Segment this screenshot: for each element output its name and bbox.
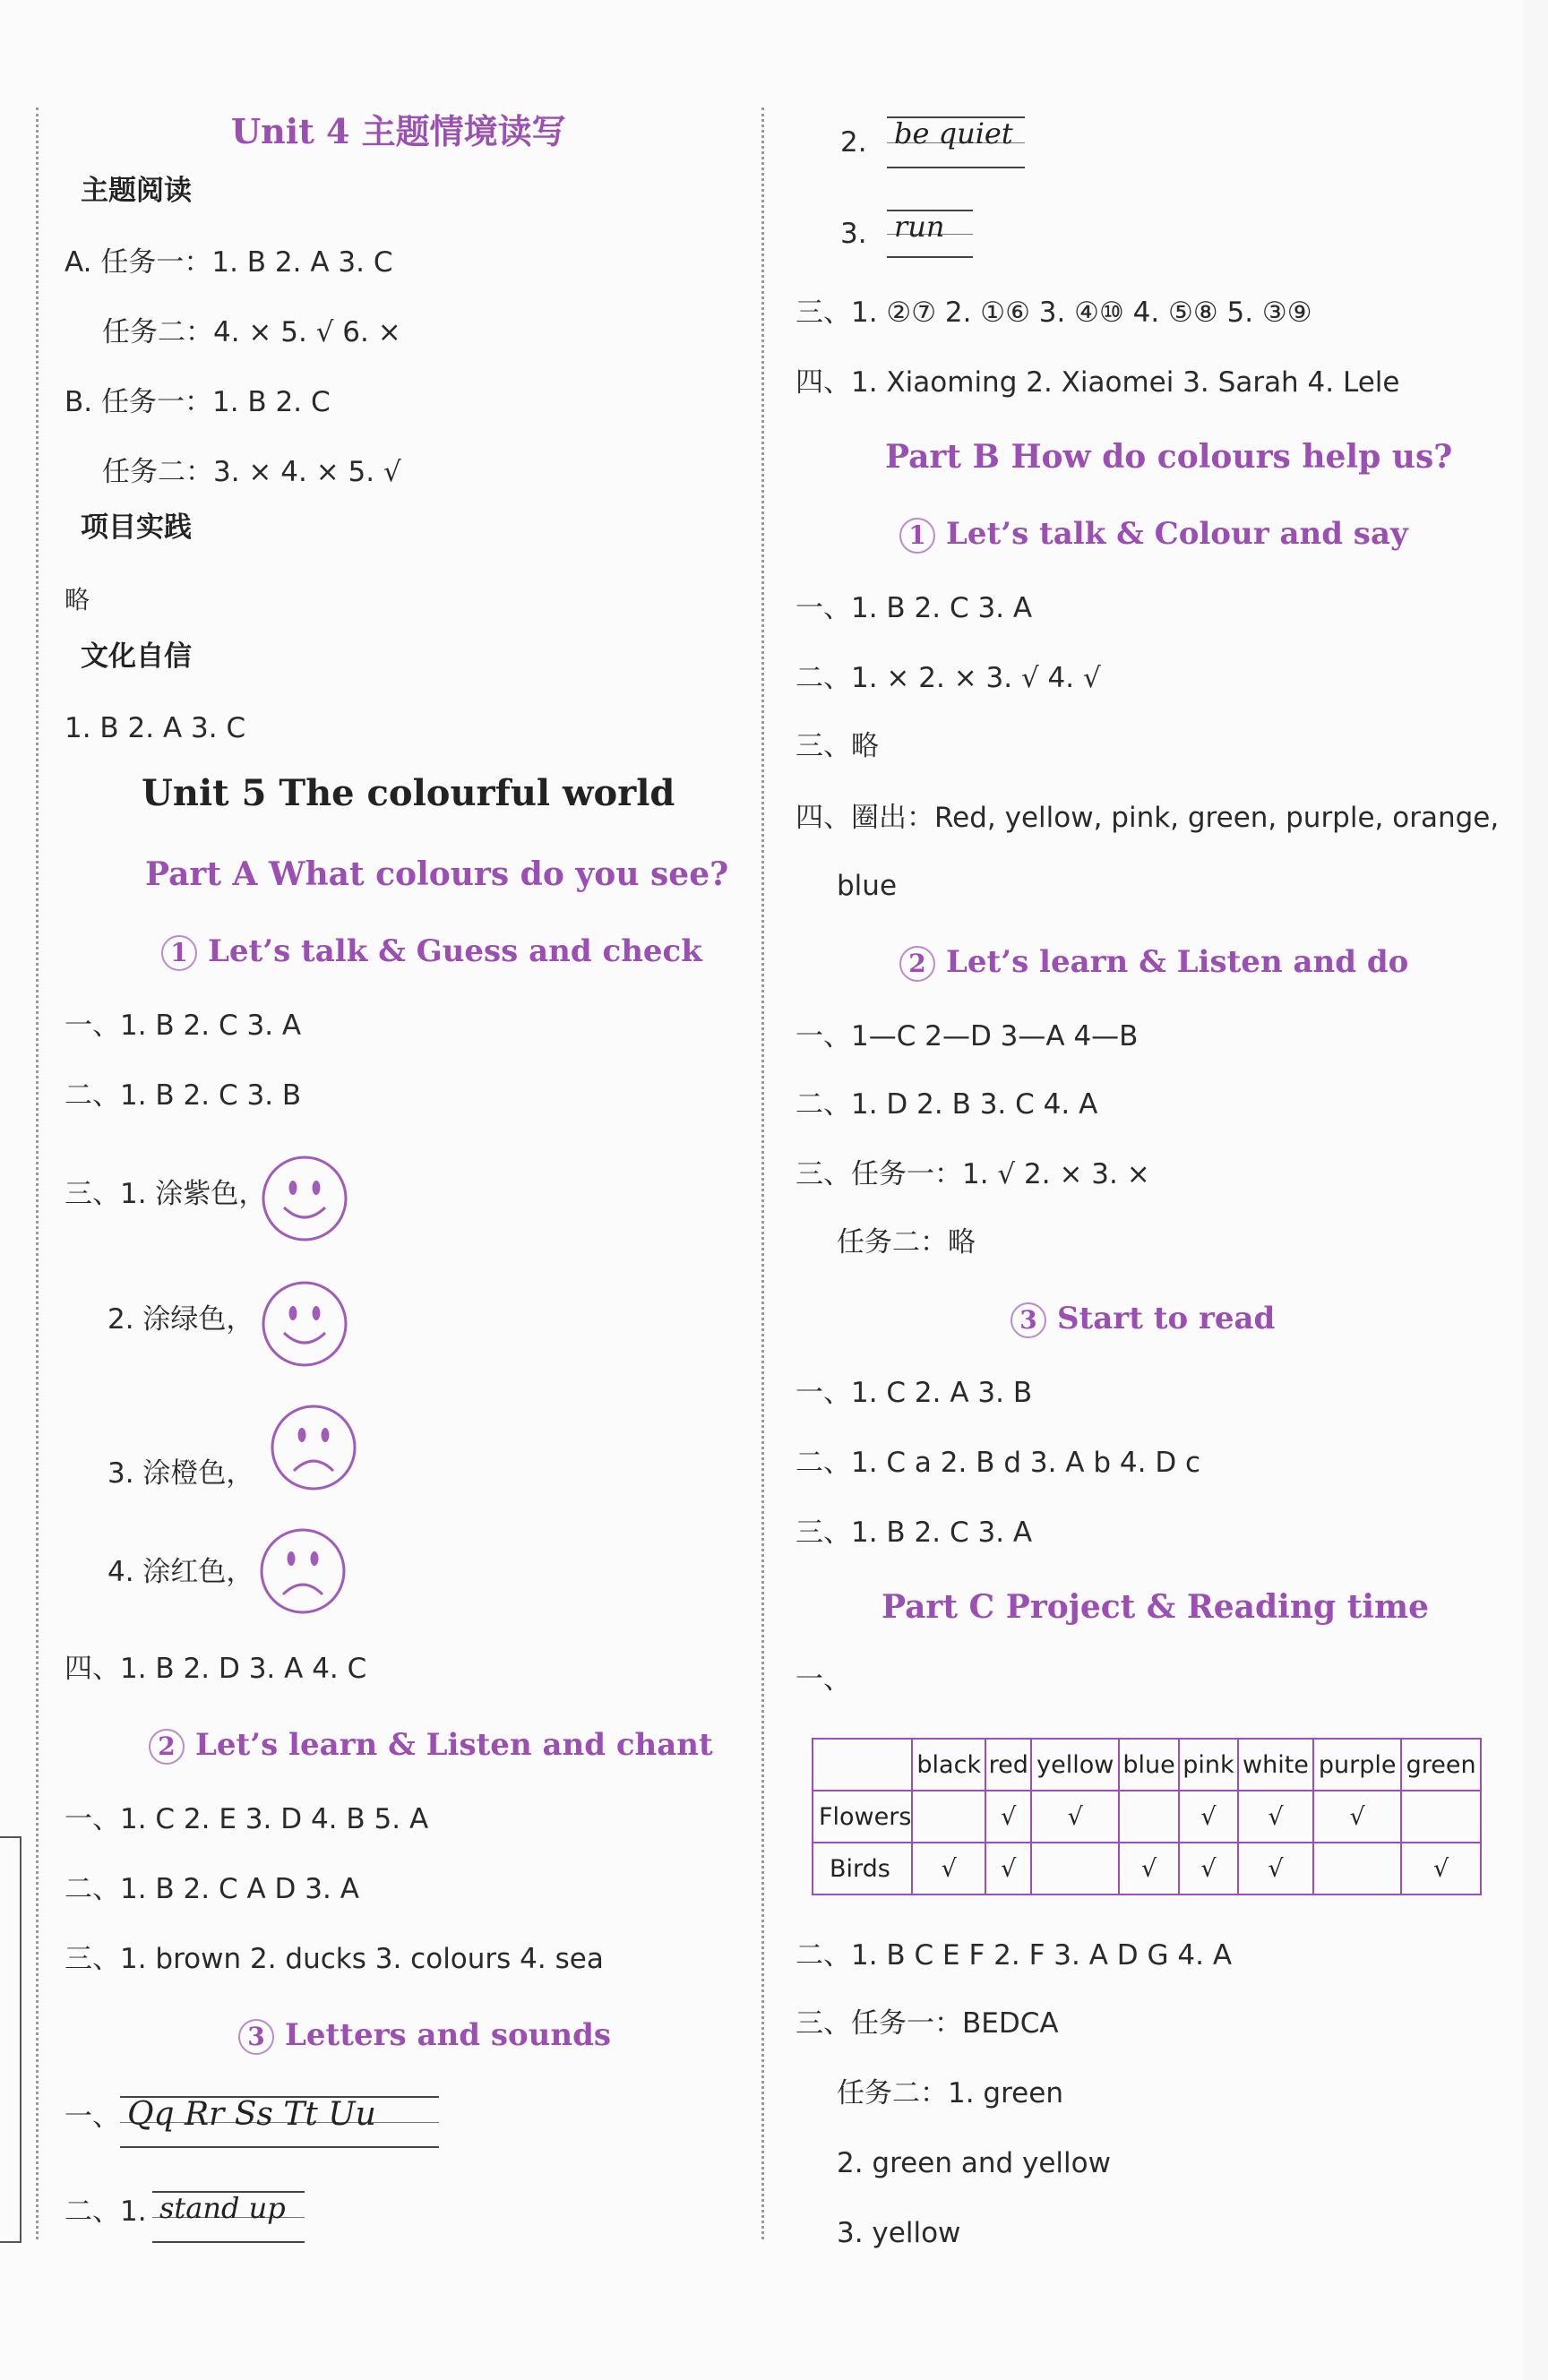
table-header-cell: black [912, 1739, 985, 1791]
unit5-title: Unit 5 The colourful world [142, 772, 675, 814]
table-header-cell: yellow [1031, 1739, 1119, 1791]
table-cell [813, 1739, 912, 1791]
table-header-cell: green [1401, 1739, 1481, 1791]
table-cell: √ [1179, 1791, 1238, 1843]
c-answer-san-4: 3. yellow [837, 2217, 961, 2249]
b3-answer-1: 一、1. C 2. A 3. B [796, 1377, 1033, 1409]
table-header-row [813, 1739, 1481, 1791]
answer-a2: 任务二：4. × 5. √ 6. × [102, 316, 401, 348]
answer-q3-4: 4. 涂红色， [108, 1556, 254, 1588]
table-cell: √ [1179, 1843, 1238, 1895]
handwriting-letters: Qq Rr Ss Tt Uu [127, 2096, 376, 2133]
writing-lines-4 [887, 210, 973, 258]
answer-q3-2: 2. 涂绿色， [108, 1303, 254, 1336]
section-title: Let’s talk & Guess and check [208, 933, 702, 969]
b3-answer-3: 三、1. B 2. C 3. A [796, 1516, 1033, 1549]
column-divider [761, 107, 764, 2239]
section-badge: 2 [899, 946, 935, 982]
section-3-heading [238, 2019, 611, 2055]
xiangmu-heading: 项目实践 [81, 511, 192, 544]
writing-lines-2 [152, 2191, 305, 2243]
sad-face-3 [269, 1403, 358, 1492]
s2-answer-3: 三、1. brown 2. ducks 3. colours 4. sea [64, 1943, 604, 1975]
table-cell: √ [1313, 1791, 1401, 1843]
answer-b1: B. 任务一：1. B 2. C [64, 386, 331, 418]
table-cell: √ [1401, 1843, 1481, 1895]
b2-answer-1: 一、1—C 2—D 3—A 4—B [796, 1020, 1139, 1053]
table-cell: √ [1119, 1843, 1179, 1895]
section-badge: 2 [149, 1729, 185, 1765]
c-answer-san-1: 三、任务一：BEDCA [796, 2007, 1059, 2040]
c-yi-label: 一、 [796, 1663, 851, 1696]
section-title: Start to read [1057, 1301, 1276, 1336]
table-cell [1031, 1843, 1119, 1895]
handwriting-run: run [894, 210, 945, 244]
table-cell: √ [912, 1843, 985, 1895]
answer-q4: 四、1. B 2. D 3. A 4. C [64, 1653, 367, 1685]
table-cell: √ [1031, 1791, 1119, 1843]
row-label: Flowers [813, 1791, 912, 1843]
answer-a1: A. 任务一：1. B 2. A 3. C [64, 246, 393, 279]
answer-q1: 一、1. B 2. C 3. A [64, 1010, 302, 1042]
c-answer-san-2: 任务二：1. green [837, 2077, 1063, 2109]
section-2-heading [149, 1729, 713, 1765]
part-c-title: Part C Project & Reading time [882, 1588, 1430, 1626]
table-cell [1313, 1843, 1401, 1895]
section-1-heading [161, 935, 702, 971]
smiley-face-1 [260, 1154, 349, 1243]
table-cell [912, 1791, 985, 1843]
section-title: Let’s talk & Colour and say [946, 516, 1408, 552]
zhuti-yuedu-heading: 主题阅读 [81, 175, 192, 207]
unit4-title: Unit 4 主题情境读写 [231, 111, 566, 151]
table-header-cell: blue [1119, 1739, 1179, 1791]
table-cell: √ [985, 1791, 1031, 1843]
table-cell [1401, 1791, 1481, 1843]
table-row [813, 1791, 1481, 1843]
xiangmu-lue: 略 [64, 585, 90, 614]
s2-answer-2: 二、1. B 2. C A D 3. A [64, 1873, 359, 1905]
writing-lines-3 [887, 116, 1025, 168]
handwriting-stand-up: stand up [159, 2191, 286, 2225]
c-answer-er: 二、1. B C E F 2. F 3. A D G 4. A [796, 1939, 1233, 1972]
section-title: Let’s learn & Listen and do [946, 944, 1409, 980]
s3-label-2: 二、1. [64, 2195, 147, 2228]
s3-label-1: 一、 [64, 2101, 120, 2133]
smiley-face-2 [260, 1279, 349, 1369]
section-title: Let’s learn & Listen and chant [195, 1727, 713, 1763]
table-row [813, 1843, 1481, 1895]
section-badge: 3 [238, 2019, 274, 2055]
table-header-cell: red [985, 1739, 1031, 1791]
b3-answer-2: 二、1. C a 2. B d 3. A b 4. D c [796, 1447, 1201, 1479]
answer-q3-1: 三、1. 涂紫色， [64, 1178, 267, 1210]
b-section-1-heading [899, 518, 1408, 554]
edge-box [0, 1836, 22, 2243]
table-header-cell: purple [1313, 1739, 1401, 1791]
b2-answer-3: 三、任务一：1. √ 2. × 3. × [796, 1158, 1150, 1190]
b-section-3-heading [1010, 1302, 1275, 1338]
section-badge: 1 [161, 935, 197, 971]
writing-lines-1 [120, 2096, 439, 2148]
section-title: Letters and sounds [285, 2017, 612, 2053]
section-badge: 3 [1010, 1302, 1046, 1338]
table-header-cell: white [1238, 1739, 1313, 1791]
table-cell [1119, 1791, 1179, 1843]
table-cell: √ [1238, 1843, 1313, 1895]
b2-answer-2: 二、1. D 2. B 3. C 4. A [796, 1088, 1098, 1121]
section-badge: 1 [899, 518, 935, 554]
table-cell: √ [985, 1843, 1031, 1895]
answer-san: 三、1. ②⑦ 2. ①⑥ 3. ④⑩ 4. ⑤⑧ 5. ③⑨ [796, 296, 1312, 329]
table-cell: √ [1238, 1791, 1313, 1843]
w2-label: 2. [840, 126, 867, 159]
b2-answer-3b: 任务二：略 [837, 1226, 976, 1259]
wenhua-answers: 1. B 2. A 3. C [64, 712, 246, 744]
b1-answer-2: 二、1. × 2. × 3. √ 4. √ [796, 662, 1101, 694]
part-b-title: Part B How do colours help us? [885, 438, 1453, 476]
b1-answer-4-cont: blue [837, 870, 898, 902]
b-section-2-heading [899, 946, 1408, 982]
handwriting-be-quiet: be quiet [894, 116, 1013, 150]
left-dotted-edge [36, 107, 39, 2239]
wenhua-heading: 文化自信 [81, 640, 192, 673]
table-header-cell: pink [1179, 1739, 1238, 1791]
colour-table [812, 1738, 1482, 1895]
answer-b2: 任务二：3. × 4. × 5. √ [102, 456, 401, 488]
part-a-title: Part A What colours do you see? [145, 855, 729, 893]
b1-answer-1: 一、1. B 2. C 3. A [796, 592, 1033, 624]
c-answer-san-3: 2. green and yellow [837, 2147, 1111, 2179]
answer-q2: 二、1. B 2. C 3. B [64, 1079, 302, 1112]
sad-face-4 [258, 1526, 348, 1616]
b1-answer-3: 三、略 [796, 730, 879, 762]
b1-answer-4: 四、圈出：Red, yellow, pink, green, purple, orange, [796, 802, 1500, 834]
w3-label: 3. [840, 218, 867, 250]
answer-si: 四、1. Xiaoming 2. Xiaomei 3. Sarah 4. Lele [796, 366, 1400, 399]
answer-q3-3: 3. 涂橙色， [108, 1457, 254, 1490]
row-label: Birds [813, 1843, 912, 1895]
s2-answer-1: 一、1. C 2. E 3. D 4. B 5. A [64, 1803, 429, 1835]
